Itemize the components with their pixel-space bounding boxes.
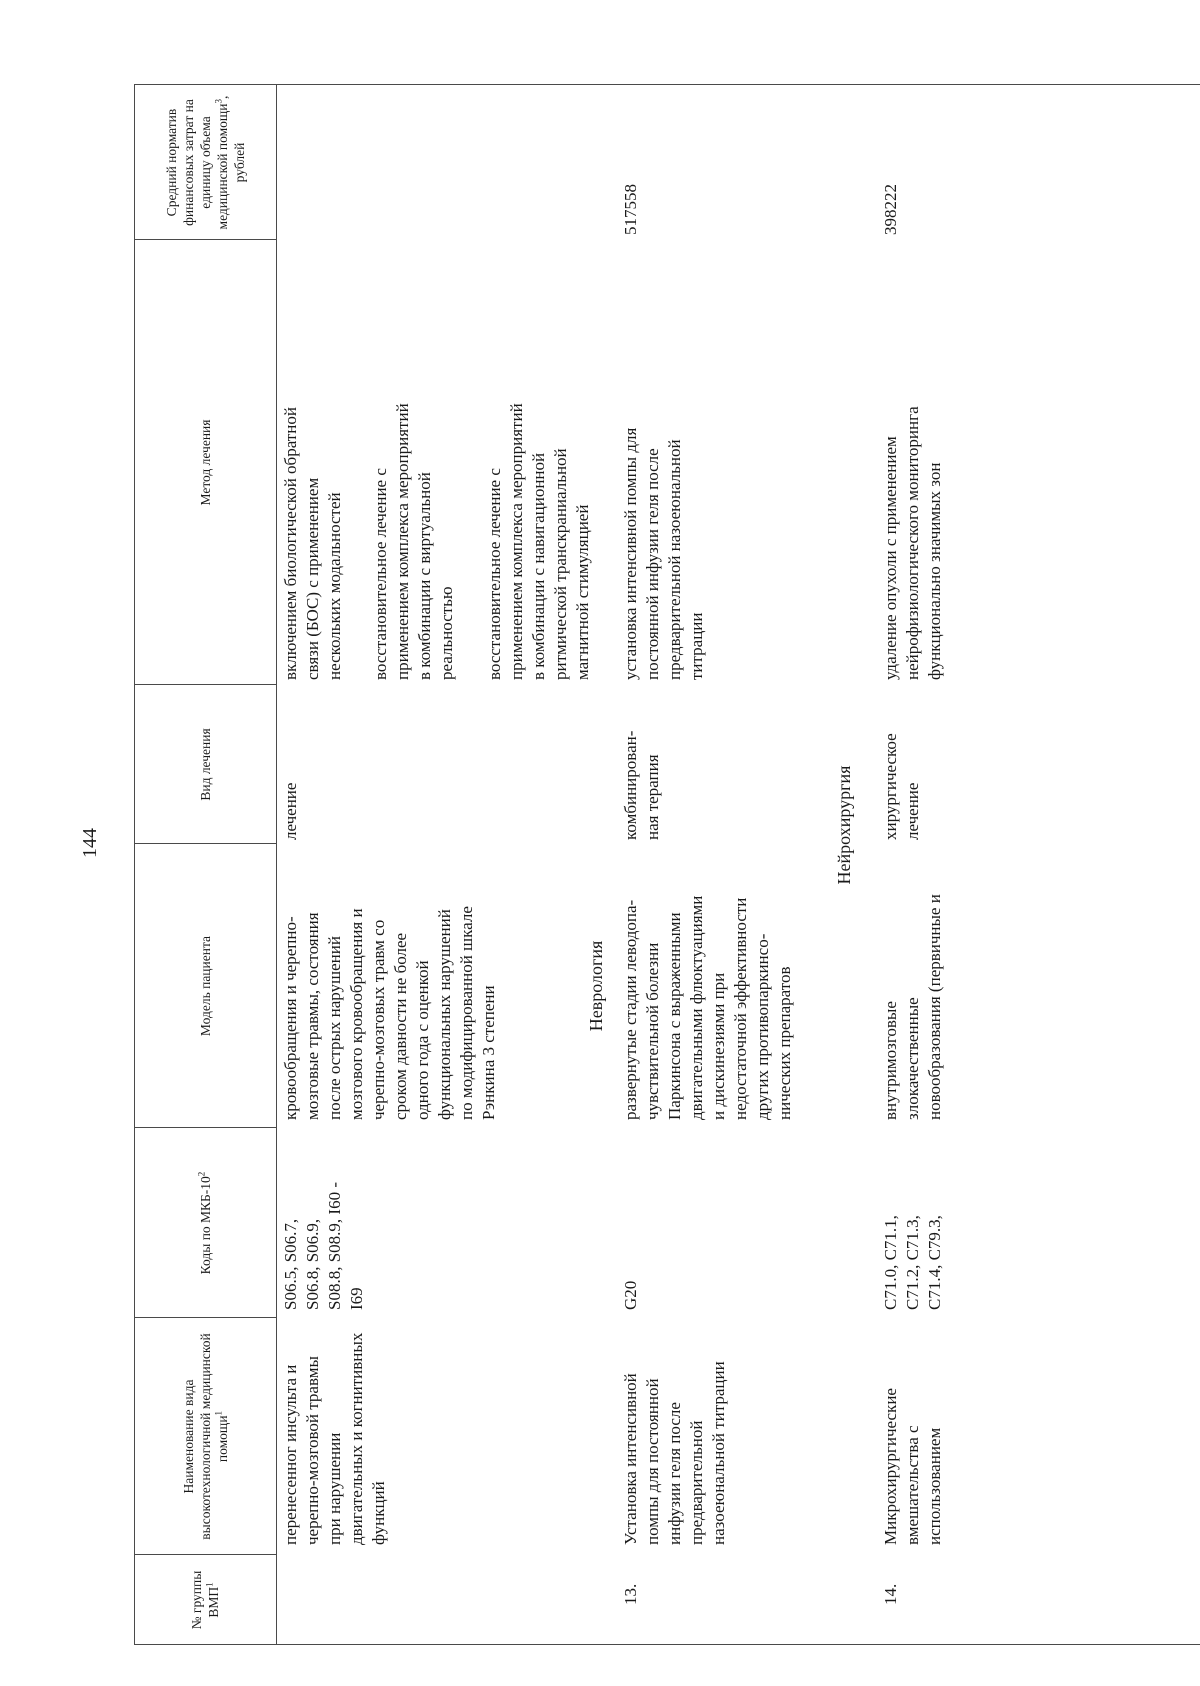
row-continuation-method-2: восстановительное лечение с применением комплекса мероприятий в комбинации с виртуальной реальностью xyxy=(371,403,456,680)
header-treatment-kind: Вид лечения xyxy=(197,728,213,801)
column-divider xyxy=(134,84,1200,85)
row-13-type-name: Установка интенсивной помпы для постоянной инфузии геля после предварительной назоеюнальной титрации xyxy=(621,1361,728,1545)
header-rule xyxy=(276,85,277,1645)
header-patient-model: Модель пациента xyxy=(197,935,213,1037)
section-heading-neurosurgery: Нейрохирургия xyxy=(834,765,854,885)
row-continuation-method-1: включением биологической обратной связи (БОС) с применением нескольких модальностей xyxy=(281,407,344,680)
row-14-patient-model: внутримозговые злокачественные новообразования (первичные и xyxy=(881,894,944,1120)
row-14-group-no: 14. xyxy=(881,1583,900,1605)
row-13-treatment-kind: комбинирован- ная терапия xyxy=(621,730,662,840)
row-13-group-no: 13. xyxy=(621,1583,640,1605)
page-number: 144 xyxy=(79,828,101,858)
row-14-type-name: Микрохирургические вмешательства с использованием xyxy=(881,1388,944,1545)
header-treatment-method: Метод лечения xyxy=(197,419,213,506)
header-group-no: № группы ВМП$^1$ xyxy=(189,1570,221,1630)
header-avg-cost: Средний норматив финансовых затрат на единицу объема медицинской помощи$^3$, рублей xyxy=(163,95,247,230)
row-13-avg-cost: 517558 xyxy=(621,184,640,235)
row-14-treatment-method: удаление опухоли с применением нейрофизиологического мониторинга функционально значимых зон xyxy=(881,406,944,680)
row-continuation-method-3: восстановительное лечение с применением комплекса мероприятий в комбинации с навигационной ритмической транскраниальной магнитной стимуляцией xyxy=(485,403,592,680)
column-divider xyxy=(134,1644,1200,1645)
row-14-avg-cost: 398222 xyxy=(881,184,900,235)
header-icd-codes: Коды по МКБ-$10^2$ xyxy=(196,1171,213,1275)
row-continuation-patient-model: кровообращения и черепно- мозговые травмы, состояния после острых нарушений мозгового кровообращения и черепно-мозговых травм со сроком давности не более одного года с оценкой функциональных нарушений по модифицированной шкале Рэнкина 3 степени xyxy=(281,906,498,1120)
row-continuation-treatment-kind: лечение xyxy=(281,782,300,840)
section-heading-neurology: Неврология xyxy=(586,940,606,1032)
row-13-treatment-method: установка интенсивной помпы для постоянной инфузии геля после предварительной назоеюнальной титрации xyxy=(621,427,706,680)
row-continuation-type-name: перенесенног инсульта и черепно-мозговой травмы при нарушении двигательных и когнитивных функций xyxy=(281,1332,388,1545)
row-13-icd-codes: G20 xyxy=(621,1280,640,1310)
treatment-table xyxy=(134,55,1200,1645)
row-14-icd-codes: C71.0, C71.1, C71.2, C71.3, C71.4, C79.3, xyxy=(881,1215,944,1310)
row-14-treatment-kind: хирургическое лечение xyxy=(881,733,922,840)
header-type-name: Наименование вида высокотехнологичной медицинской помощи$^1$ xyxy=(180,1333,230,1540)
row-13-patient-model: развернутые стадии леводопа- чувствительной болезни Паркинсона с выраженными двигательными флюктуациями и дискинезиями при недостаточной эффективности других противопаркинсо- нических препаратов xyxy=(621,895,794,1120)
row-continuation-icd-codes: S06.5, S06.7, S06.8, S06.9, S08.8, S08.9, I60 - I69 xyxy=(281,1182,366,1310)
